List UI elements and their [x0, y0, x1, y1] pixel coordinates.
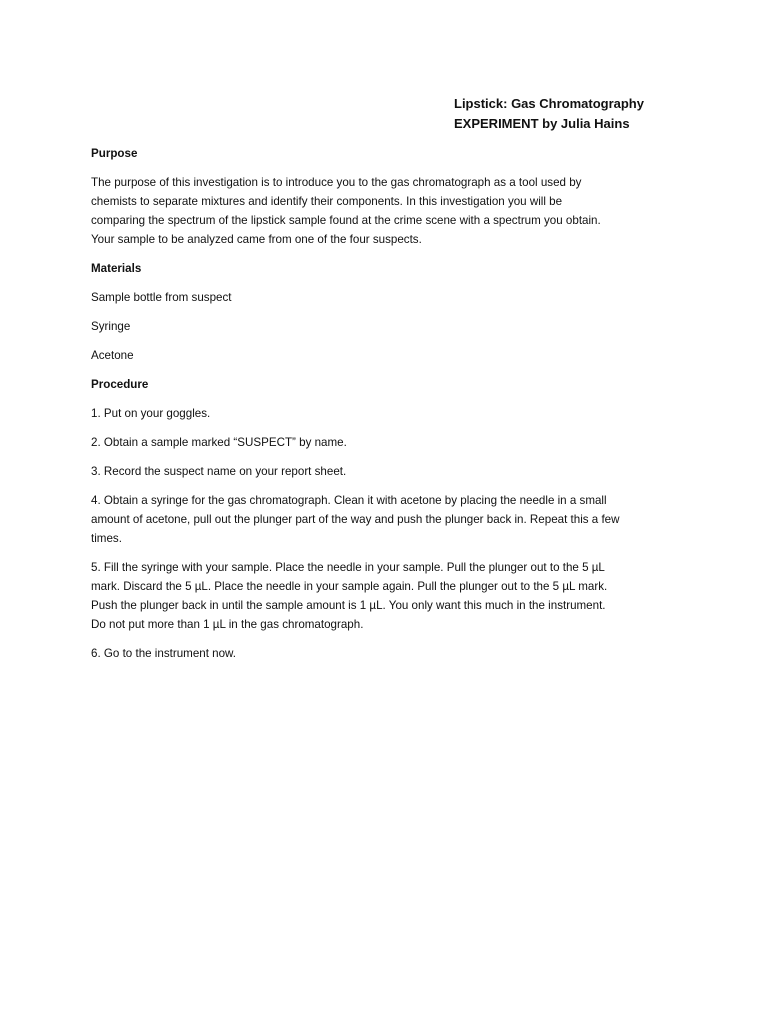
- purpose-line: chemists to separate mixtures and identify their components. In this investigation you will be: [91, 195, 563, 208]
- procedure-step: [91, 644, 236, 663]
- step-line: 4. Obtain a syringe for the gas chromatograph. Clean it with acetone by placing the needle in a small: [91, 494, 607, 507]
- document-title: [454, 94, 644, 134]
- purpose-line: comparing the spectrum of the lipstick sample found at the crime scene with a spectrum you obtain.: [91, 214, 601, 227]
- title-line-2: EXPERIMENT by Julia Hains: [454, 116, 630, 131]
- procedure-step: [91, 491, 620, 548]
- materials-heading: Materials: [91, 262, 142, 275]
- step-line: times.: [91, 532, 122, 545]
- procedure-step: [91, 404, 210, 423]
- step-line: amount of acetone, pull out the plunger part of the way and push the plunger back in. Repeat this a few: [91, 513, 620, 526]
- procedure-step: [91, 433, 347, 452]
- step-line: Do not put more than 1 µL in the gas chromatograph.: [91, 618, 364, 631]
- step-line: mark. Discard the 5 µL. Place the needle in your sample again. Pull the plunger out to the 5 µL mark.: [91, 580, 608, 593]
- material-item: Acetone: [91, 349, 134, 362]
- step-line: 2. Obtain a sample marked “SUSPECT” by name.: [91, 436, 347, 449]
- step-line: 1. Put on your goggles.: [91, 407, 211, 420]
- step-line: 3. Record the suspect name on your report sheet.: [91, 465, 347, 478]
- procedure-step: [91, 462, 346, 481]
- material-item: Sample bottle from suspect: [91, 291, 232, 304]
- purpose-paragraph: [91, 173, 601, 249]
- procedure-step: [91, 558, 607, 634]
- purpose-line: The purpose of this investigation is to introduce you to the gas chromatograph as a tool used by: [91, 176, 582, 189]
- material-item: Syringe: [91, 320, 131, 333]
- purpose-heading: Purpose: [91, 147, 138, 160]
- step-line: 6. Go to the instrument now.: [91, 647, 237, 660]
- procedure-heading: Procedure: [91, 378, 149, 391]
- step-line: Push the plunger back in until the sample amount is 1 µL. You only want this much in the instrument.: [91, 599, 606, 612]
- title-line-1: Lipstick: Gas Chromatography: [454, 96, 644, 111]
- purpose-line: Your sample to be analyzed came from one of the four suspects.: [91, 233, 422, 246]
- step-line: 5. Fill the syringe with your sample. Place the needle in your sample. Pull the plunger out to the 5 µL: [91, 561, 605, 574]
